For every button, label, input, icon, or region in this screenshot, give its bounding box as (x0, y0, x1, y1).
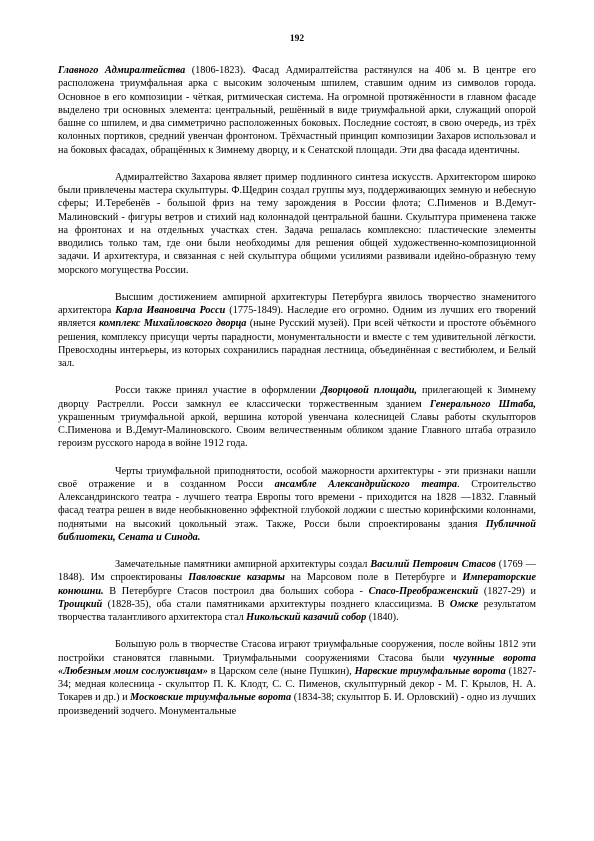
paragraph-1 (58, 64, 536, 157)
spaso-preobrazhensky: Спасо-Преображенский (368, 585, 479, 597)
text-run: (1840). (366, 612, 399, 623)
text-run: . Строительство Александринского театра - лучшего театра Европы того времени - приходится на 1828 —1832. Главный фасад театра решен в виде необыкновенно эффектной глубокой лоджии с шестью коринфскими колоннами, поднятыми на высокий цокольный этаж. Также, Росси были спроектированы здания (58, 478, 536, 530)
narva-gates: Нарвские триумфальные ворота (354, 665, 506, 677)
text-run: (1806-1823). Фасад Адмиралтейства растянулся на 406 м. В центре его расположена триумфальная арка с высоким золоченым шпилем, ставшим одним из символов города. Основное в его композиции - чёткая, ритмическая система. На огромной протяжённости в главном фасаде выделено три основных элемента: центральный, решённый в виде триумфальной арки, служащий опорой башне со шпилем, и два симметрично расположенных боковых. Последние состоят, в свою очередь, из трёх колонных портиков, средний увенчан фронтоном. Трёхчастный принцип композиции Захаров использовал и на боковых фасадах, обращённых к Зимнему дворцу, и к Сенатской площади. Эти два фасада идентичны. (58, 65, 537, 156)
page-body (58, 64, 536, 732)
page-number: 192 (289, 34, 305, 44)
text-run: Высшим достижением ампирной архитектуры Петербурга явилось творчество знаменитого архитектора (58, 291, 536, 316)
text-run: на Марсовом поле в Петербурге и (284, 572, 463, 584)
rossi-name: Карла Ивановича Росси (115, 305, 226, 316)
paragraph-5 (58, 465, 536, 545)
stasov-name: Василий Петрович Стасов (370, 559, 496, 570)
palace-square: Дворцовой площади, (321, 385, 417, 397)
text-run: Адмиралтейство Захарова являет пример подлинного синтеза искусств. Архитектором широко были привлечены мастера скульптуры. Ф.Щедрин создал группы муз, поддерживающих земную и небесную сферы; И.Теребенёв - большой фриз на тему зарождения в России флота; С.Пименов и В.Демут-Малиновский - фигуры ветров и стихий над колоннадой центральной башни. Скульптура применена также на фронтонах и на отдельных участках стен. Задача решалась комплексно: пластические элементы вводились только там, где они были необходимы для решения общей художественно-композиционной задачи. И архитектура, и связанная с ней скульптура общими усилиями развивали идейно-образную тему морского могущества России. (58, 171, 536, 276)
paragraph-2 (58, 171, 536, 277)
paragraph-6 (58, 558, 536, 624)
general-staff: Генерального Штаба, (429, 398, 536, 410)
mikhailovsky-palace: комплекс Михайловского дворца (98, 318, 247, 330)
text-run: украшенным триумфальной аркой, вершина которой увенчана колесницей Славы работы скульпторов С.Пименова и В.Демут-Малиновского. Своим величественным обликом здание Главного штаба отразило героизм русского народа в войне 1912 года. (58, 411, 536, 450)
paragraph-7 (58, 638, 536, 718)
paragraph-3 (58, 291, 536, 371)
text-run: (1834-38; скульптор Б. И. Орловский) - одно из лучших произведений зодчего. Монументальные (58, 692, 536, 717)
cast-iron-gates: чугунные ворота «Любезным моим сослуживцам» (58, 652, 536, 677)
text-run: в Царском селе (ныне Пушкин), (207, 665, 355, 677)
imperial-stables: Императорские конюшни. (58, 572, 536, 597)
text-run: (1769 — 1848). Им спроектированы (58, 559, 536, 584)
text-run: прилегающей к Зимнему дворцу Растрелли. Росси замкнул ее классически торжественным зданием (58, 385, 536, 410)
text-run: (ныне Русский музей). При всей чёткости и простоте объёмного решения, комплексу присущи черты парадности, монументальности и вместе с тем удивительной лёгкости. Превосходны интерьеры, из которых сохранились парадная лестница, объединённая с вестибюлем, и Белый зал. (58, 318, 536, 369)
text-run: (1775-1849). Наследие его огромно. Одним из лучших его творений является (58, 305, 536, 330)
text-run: В Петербурге Стасов построил два больших собора - (103, 585, 369, 597)
text-run: Большую роль в творчестве Стасова играют триумфальные сооружения, после войны 1812 эти постройки становятся главными. Триумфальными сооружениями Стасова были (58, 639, 536, 664)
paragraph-4 (58, 384, 536, 450)
text-run: (1827-34; медная колесница - скульптор П. К. Клодт, С. С. Пименов, скульптурный декор - М. Г. Крылов, Н. А. Токарев и др.) и (58, 665, 536, 704)
admiralty-name: Главного Адмиралтейства (58, 65, 186, 76)
text-run: Росси также принял участие в оформлении (115, 385, 322, 397)
moscow-gates: Московские триумфальные ворота (130, 692, 292, 704)
alexandrinsky-ensemble: ансамбле Александрийского театра (274, 478, 457, 490)
text-run: Замечательные памятники ампирной архитектуры создал (115, 559, 371, 570)
text-run: (1828-35), оба стали памятниками архитектуры позднего классицизма. В (102, 598, 450, 610)
text-run: результатом творчества талантливого архитектора стал (58, 598, 537, 623)
public-library: Публичной библиотеки, Сената и Синода. (58, 518, 536, 543)
troitsky: Троицкий (58, 598, 103, 610)
text-run: Черты триумфальной приподнятости, особой мажорности архитектуры - эти признаки нашли своё отражение и в созданном Росси (58, 465, 536, 490)
omsk: Омске (449, 598, 479, 610)
pavlovsk-barracks: Павловские казармы (188, 572, 285, 584)
text-run: (1827-29) и (478, 585, 536, 597)
nikolsky-cathedral: Никольский казачий собор (246, 612, 367, 623)
